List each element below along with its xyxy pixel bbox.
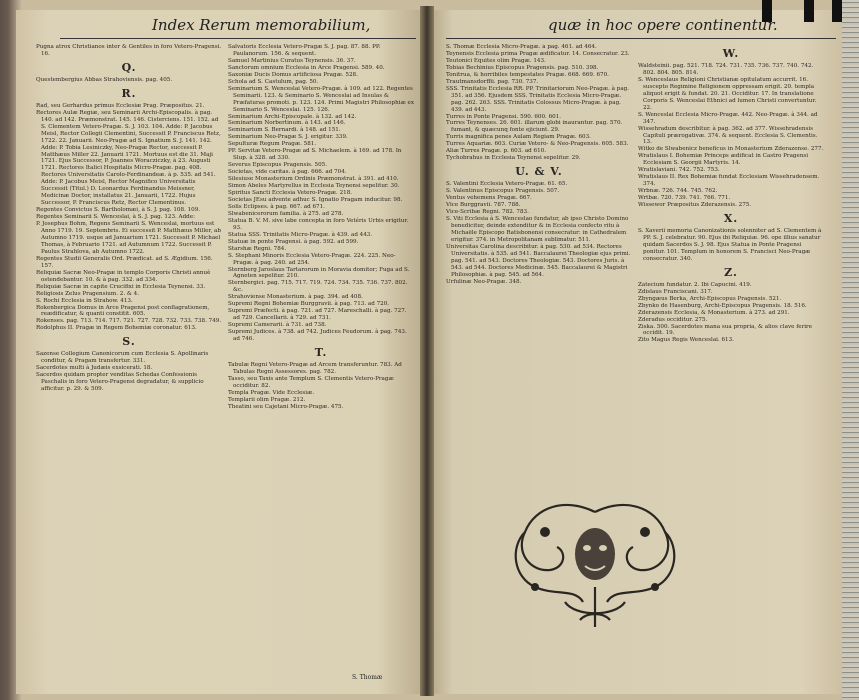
running-head-left: Index Rerum memorabilium, — [152, 16, 371, 34]
index-entry: Sanctorum omnium Ecclesia in Arce Pragensi. 589. 40. — [228, 64, 385, 71]
index-entry: Saxoniæ Ducis Domus artificiosa Pragæ. 528. — [228, 71, 358, 78]
index-entry: S. Viti Ecclesia à S. Wenceslao fundatur, ab ipso Christo Domino benedicitur, deinde extenditur & in Ecclesia confecto ritu à Michaële Episcopo Ratisbonensi consecratur: in Cathedralem erigitur. 374. in Metropolitanam sublimatur. 511. — [446, 215, 629, 243]
index-entry: Rodolphus II. Pragæ in Regem Bohemiæ coronatur. 613. — [36, 325, 197, 332]
section-letter: T. — [314, 345, 328, 359]
index-entry: Trautmansdorffii. pag. 730. 737. — [446, 78, 539, 85]
index-entry: Seminarium Norbertinum. à 143. ad 146. — [228, 120, 346, 127]
index-entry: Zbynko de Hasenburg, Archi-Episcopus Pragensis. 18. 516. — [638, 302, 807, 309]
index-entry: Aliæ Turres Pragæ. p. 603. ad 610. — [446, 148, 546, 155]
section-letter: S. — [122, 335, 136, 349]
index-entry: Regentes Convictus S. Bartholomæi, à S. J. pag. 108. 109. — [36, 207, 201, 214]
index-entry: Statua B. V. M. sive labe concepta in foro Vetéris Urbis erigitur. 93. — [228, 217, 409, 231]
book-spine — [420, 6, 434, 696]
running-head-right: quæ in hoc opere continentur. — [548, 16, 778, 34]
index-entry: Sepulturæ Regum Pragæ. 581. — [228, 141, 317, 148]
section-letter: U. & V. — [515, 165, 563, 179]
index-entry: Ventus vehemens Pragæ. 667. — [446, 195, 532, 202]
index-entry: Religiosis Zelus Pragensium. 2. & 4. — [36, 290, 139, 297]
index-entry: Tasso, seu Taxis ante Templum S. Clementis Vetero-Pragæ occiditur. 82. — [228, 375, 394, 389]
index-entry: Statuæ in ponte Pragensi. à pag. 592. ad 599. — [228, 238, 359, 245]
index-entry: Seminarium Neo-Pragæ S. J. erigitur. 339. — [228, 134, 348, 141]
index-entry: Regentes Seminarii S. Wenceslai, à S. J. pag. 123. Adde: — [36, 214, 195, 221]
index-entry: Rokenbergica Domus in Arce Pragensi post conflagrationem, reædificatur, & quanti constitit. 605. — [36, 304, 210, 318]
index-entry: Sacerdotes multi à Judæis exsicerati. 18. — [36, 365, 153, 372]
index-entry: Wratislaus II. Rex Bohemiæ fundat Ecclesiam Wissehradensem. 374. — [638, 174, 820, 188]
index-entry: Zderazensis Ecclesia, & Monasterium. à 273. ad 291. — [638, 309, 790, 316]
index-entry: S. Rochi Ecclesia in Strahow. 413. — [36, 297, 133, 304]
index-entry: Zatecium fundatur. 2. Ibi Capucini. 419. — [638, 281, 752, 288]
index-entry: Universitas Carolina describitur. à pag. 530. ad 534. Rectores Universitatis. à 535. ad 541. Baccalaurei Theologiæ ejus primi. pag. 541. ad 543. Doctores Theologiæ. 543. Doctores Juris. à 543. ad 544. Doctores Medicinæ. 545. Baccalaurei & Magistri Philosophiæ. à pag. 545. ad 564. — [446, 243, 631, 278]
index-entry: S. Wenceslai Ecclesia Micro-Pragæ. 442. Neo-Pragæ. à 344. ad 347. — [638, 111, 818, 125]
index-entry: Urfulinæ Neo-Pragæ. 348. — [446, 278, 522, 285]
bookmark-tab — [832, 0, 842, 22]
index-entry: Reliquiæ Sacræ in capite Crucifixi in Ecclesia Teynensi. 33. — [36, 283, 206, 290]
index-entry: Regentes Studii Generalis Ord. Prædicat. ad S. Ægidium. 156. 157. — [36, 255, 213, 269]
index-entry: Zderadus occiditur. 275. — [638, 316, 708, 323]
bookmark-tab — [804, 0, 814, 22]
index-entry: Tobias Bechinius Episcopus Pragensis. pag. 510. 398. — [446, 64, 599, 71]
index-entry: Turres Teynenses. 26. 601. illarum globi inaurantur. pag. 570. fumant, & quæcunq fonte ejiciunt. 29. — [446, 120, 623, 134]
index-entry: Simon Abeles Martyrellus in Ecclesia Teynensi sepelitur. 30. — [228, 183, 400, 190]
index-entry: Severus Episcopus Pragensis. 505. — [228, 162, 328, 169]
section-letter: W. — [722, 47, 740, 60]
index-entry: Wratislaus I. Bohemiæ Princeps ædificat in Castro Pragensi Ecclesiam S. Georgii Martyris. 14. — [638, 153, 809, 167]
index-entry: Teutonici Equites olim Pragæ. 143. — [446, 57, 546, 64]
index-entry: Sazense Collegium Canonicorum cum Ecclesia S. Apollinaris conditur, & Pragam transfertur. 331. — [36, 351, 209, 365]
index-entry: Rad, seu Gerhardus primus Ecclesiæ Prag. Præpositus. 21. — [36, 102, 205, 109]
index-entry: Societas, vide caritas. à pag. 666. ad 704. — [228, 169, 347, 176]
index-entry: Supremi Judices. à 738. ad 742. Judices Feudorum. à pag. 743. ad 746. — [228, 329, 407, 343]
index-column-left-1 — [36, 44, 222, 678]
index-entry: Rokenses. pag. 713. 714. 717. 721. 727. 728. 732. 733. 738. 749. — [36, 318, 222, 325]
index-entry: Wrtbæ. 720. 739. 741. 766. 771. — [638, 195, 731, 202]
index-entry: S. Valentini Ecclesia Vetero-Pragæ. 61. 65. — [446, 181, 568, 188]
page-edges — [842, 0, 859, 700]
index-entry: Ziska. 500. Sacerdotes mana sua propria, & alios clave ferire occidit. 19. — [638, 323, 813, 337]
index-entry: Theatini seu Cajetani Micro-Pragæ. 475. — [228, 403, 344, 410]
index-entry: Samuel Martinius Curatus Teynensis. 36. 37. — [228, 57, 356, 64]
section-letter: R. — [121, 86, 137, 100]
index-entry: Starshæ Regni. 784. — [228, 245, 287, 252]
index-entry: S. Thomæ Ecclesia Micro-Pragæ. à pag. 461. ad 464. — [446, 44, 597, 50]
index-entry: Witko de Slwabenicz beneficus in Monasterium Zderazense. 277. — [638, 146, 824, 153]
index-entry: Sternberg Jaroslaus Tartarorum in Moravia domitor; Fuga ad S. Agneten sepelitur. 210. — [228, 266, 410, 280]
ornament-vignette-icon — [505, 492, 685, 634]
index-entry: Schola ad S. Castulum, pag. 50. — [228, 78, 319, 85]
index-entry: Turres in Ponte Pragensi. 590. 600. 601. — [446, 113, 562, 120]
section-letter: Q. — [121, 60, 137, 74]
index-entry: Supremi Præfecti. à pag. 721. ad 727. Mareschalli. à pag. 727. ad 729. Cancellarii. à 729. ad 731. — [228, 308, 407, 322]
index-entry: Supremi Regni Bohemiæ Burggravii. à pag. 713. ad 720. — [228, 301, 390, 308]
index-entry: Silesiuse Monasterium Ordinis Præmonstrat. à 391. ad 410. — [228, 176, 399, 183]
index-entry: Salvatoris Ecclesia Vetero-Pragæ S. J. pag. 87. 88. PP. Paulanorum. 156. & sequent. — [228, 44, 381, 57]
index-entry: Zdislaus Franciscani. 317. — [638, 288, 713, 295]
index-entry: Wratislaviani. 742. 752. 753. — [638, 167, 720, 174]
index-entry: S. Valentinus Episcopus Pragensis. 507. — [446, 188, 560, 195]
section-letter: Z. — [724, 265, 738, 279]
index-entry: Zbyngæus Berka, Archi-Episcopus Pragensis. 521. — [638, 295, 782, 302]
header-rule-left — [60, 38, 416, 39]
index-entry: Turris magnifica penes Aulam Regiam Pragæ. 603. — [446, 134, 591, 141]
index-entry: Tychobrahus in Ecclesia Teynensi sepelitur. 29. — [446, 155, 581, 162]
index-entry: Turres Aquariæ. 603. Curiæ Vetero- & Neo-Pragensis. 605. 583. — [446, 141, 629, 148]
catchword: S. Thomæ — [352, 674, 383, 681]
index-entry: PP. Servitæ Vetero-Pragæ ad S. Michaelem. à 169. ad 178. In Slup. à 328. ad 330. — [228, 148, 402, 162]
index-entry: Sternbergici. pag. 715. 717. 719. 724. 734. 735. 736. 737. 802. &c. — [228, 280, 408, 294]
index-entry: Vice-Scribæ Regni. 782. 783. — [446, 209, 529, 216]
index-entry: Strahoviense Monasterium. à pag. 394. ad 408. — [228, 294, 363, 301]
index-entry: S. Wenceslaus Religioni Christianæ opitulatum accurrit. 16. suscepto Regimine Religionem oppressam erigit. 20. templa aliquot erigit & fundat. 20. 21. Occiditur. 17. In translatione Corporis S. Wenceslai Ethnici ad lumen Christi convertuntur. 22. — [638, 76, 817, 111]
index-entry: Spiritus Sancti Ecclesia Vetero-Pragæ. 218. — [228, 190, 353, 197]
index-entry: Tonitrua, & horribiles tempestates Pragæ. 668. 669. 670. — [446, 71, 609, 78]
index-entry: Seminarium S. Wenceslai Vetero-Pragæ. à 109. ad 122. Regentes Seminarii. 123. & Seminario S. Wenceslai ad Insulas & Præfaturas promoti. p. 123. 124. Primi Magistri Philosophiæ ex Seminario S. Wenceslai. 125. 126. — [228, 85, 414, 113]
index-entry: Templarii olim Pragæ. 212. — [228, 396, 306, 403]
header-rule-right — [446, 38, 836, 39]
index-entry: Reliquiæ Sacræ Neo-Pragæ in templo Corporis Christi annuè ostendebantur. 10. & à pag. 332. ad 334. — [36, 269, 211, 283]
index-entry: SSS. Trinitatis Ecclesia RR. PP. Trinitariorum Neo-Pragæ. à pag. 351. ad 356. Ejusdem SSS. Trinitatis Ecclesia Micro-Pragæ. pag. 262. 263. SSS. Trinitatis Colossus Micro-Pragæ. à pag. 439. ad 443. — [446, 85, 630, 113]
index-entry: Seminarium Archi-Episcopale. à 132. ad 142. — [228, 113, 357, 120]
index-entry: Vice Burggravii. 787. 788. — [446, 202, 521, 209]
index-entry: S. Stephani Minoris Ecclesia Vetero-Pragæ. 224. 225. Neo-Pragæ. à pag. 240. ad 254. — [228, 252, 396, 266]
index-entry: Wissehradum describitur. à pag. 362. ad 377. Wissehradensis Capituli prærogativæ. 374. & sequent. Ecclesia S. Clementis. 13. — [638, 125, 818, 146]
index-entry: P. Josephus Bohm, Regens Seminarii S. Wenceslai, mortuus est Anno 1719. 19. Septembris. Ei successit P. Matthæus Miller, ab Autumno 1719. usque ad Januarium 1721. Successit P. Michael Thomas, à Februario 1721. ad Autumnum 1722. Successit P. Paulus Strahlova, ab Autumno 1722. — [36, 221, 221, 255]
index-entry: S. Xaverii memoria Canonizationis solenniter ad S. Clementem à PP. S. J. celebratur. 90. Ejus ibi Reliquiæ. 96. ope illius sanatur quidam Sacerdos S. J. 98. Ejus Statua in Ponte Pragensi ponitur. 101. Templum in honorem S. Francisci Neo-Pragæ consecratur. 340. — [638, 228, 822, 262]
section-letter: X. — [723, 212, 739, 226]
index-entry: Teynensis Ecclesia prima Pragæ ædificatur. 14. Consecratur. 23. — [446, 50, 630, 57]
index-entry: Statua SSS. Trinitatis Micro-Pragæ. à 439. ad 443. — [228, 231, 373, 238]
index-entry: Solis Eclipses. à pag. 667. ad 671. — [228, 203, 325, 210]
index-entry: Slwabenicerorum familia. à 275. ad 278. — [228, 210, 344, 217]
index-entry: Templa Pragæ. Vide Ecclesiæ. — [228, 389, 315, 396]
index-entry: Pugna atrox Christianos inter & Gentiles in foro Vetero-Pragensi. 16. — [36, 44, 222, 57]
index-entry: Supremi Camerarii. à 731. ad 738. — [228, 322, 327, 329]
index-entry: Wrbnæ. 726. 744. 745. 762. — [638, 188, 718, 195]
index-entry: Societas JEsu advente adhuc S. Ignatio Pragam inducitur. 98. — [228, 196, 403, 203]
index-entry: Waldsteinii. pag. 521. 718. 724. 731. 735. 736. 737. 740. 742. 802. 804. 805. 814. — [638, 63, 814, 76]
index-entry: Zito Magus Regis Wenceslai. 613. — [638, 337, 734, 344]
index-entry: Sacerdos quidam propter venditas Schedas Confessionis Paschalis in foro Vetero-Pragensi degradatur, & supplicio afficitur. p. 29. & 509. — [36, 372, 204, 393]
index-entry: Seminarium S. Bernardi. à 148. ad 151. — [228, 127, 341, 134]
index-entry: Rectores Aulæ Regiæ, seu Seminarii Archi-Episcopalis. à pag. 140. ad 142. Præmonstrat. 145. 146. Cisterciens. 151. 152. ad S. Clementem Vetero-Pragæ. S. J. 103. 104. Adde: P. Jacobus Meisl, Rector Collegii Clementini, Successit P. Franciscus Retz, 1722. 22. Januarii. Neo-Pragæ ad S. Ignatium S. J. 141. 142. Adde: P. Tobia Lesiniczky, Neo-Pragæ Rector, successit P. Matthæus Miller 22. Januarii 1721. Mortuus est die 31. Maji 1721. Ejus Successor, P. Joannes Woracziczky, à 23. Augusti 1721. Rectores Italici Hospitalis Micro-Pragæ. pag. 408. Rectores Universitatis Carolo-Ferdinandeæ. à p. 535. ad 541. Adde: P. Jacobus Meisl, Rector Magnifico Universitatis Successit (Titul.) D. Leonardus Ferdinandus Meissner, Medicinæ Doctor, installatus 21. Januarii, 1722. Hujus Successor, P. Franciscus Retz, Rector Clementinus. — [36, 109, 221, 207]
index-entry: Questembergius Abbas Strahoviensis. pag. 405. — [36, 76, 173, 83]
index-column-left-2 — [228, 44, 414, 678]
index-entry: Tabulæ Regni Vetero-Pragæ ad Arcem transferuntur. 783. Ad Tabulas Regni Assessores. pag. 782. — [228, 361, 402, 375]
index-entry: Wissewor Præpositus Zderazensis. 275. — [638, 202, 752, 209]
